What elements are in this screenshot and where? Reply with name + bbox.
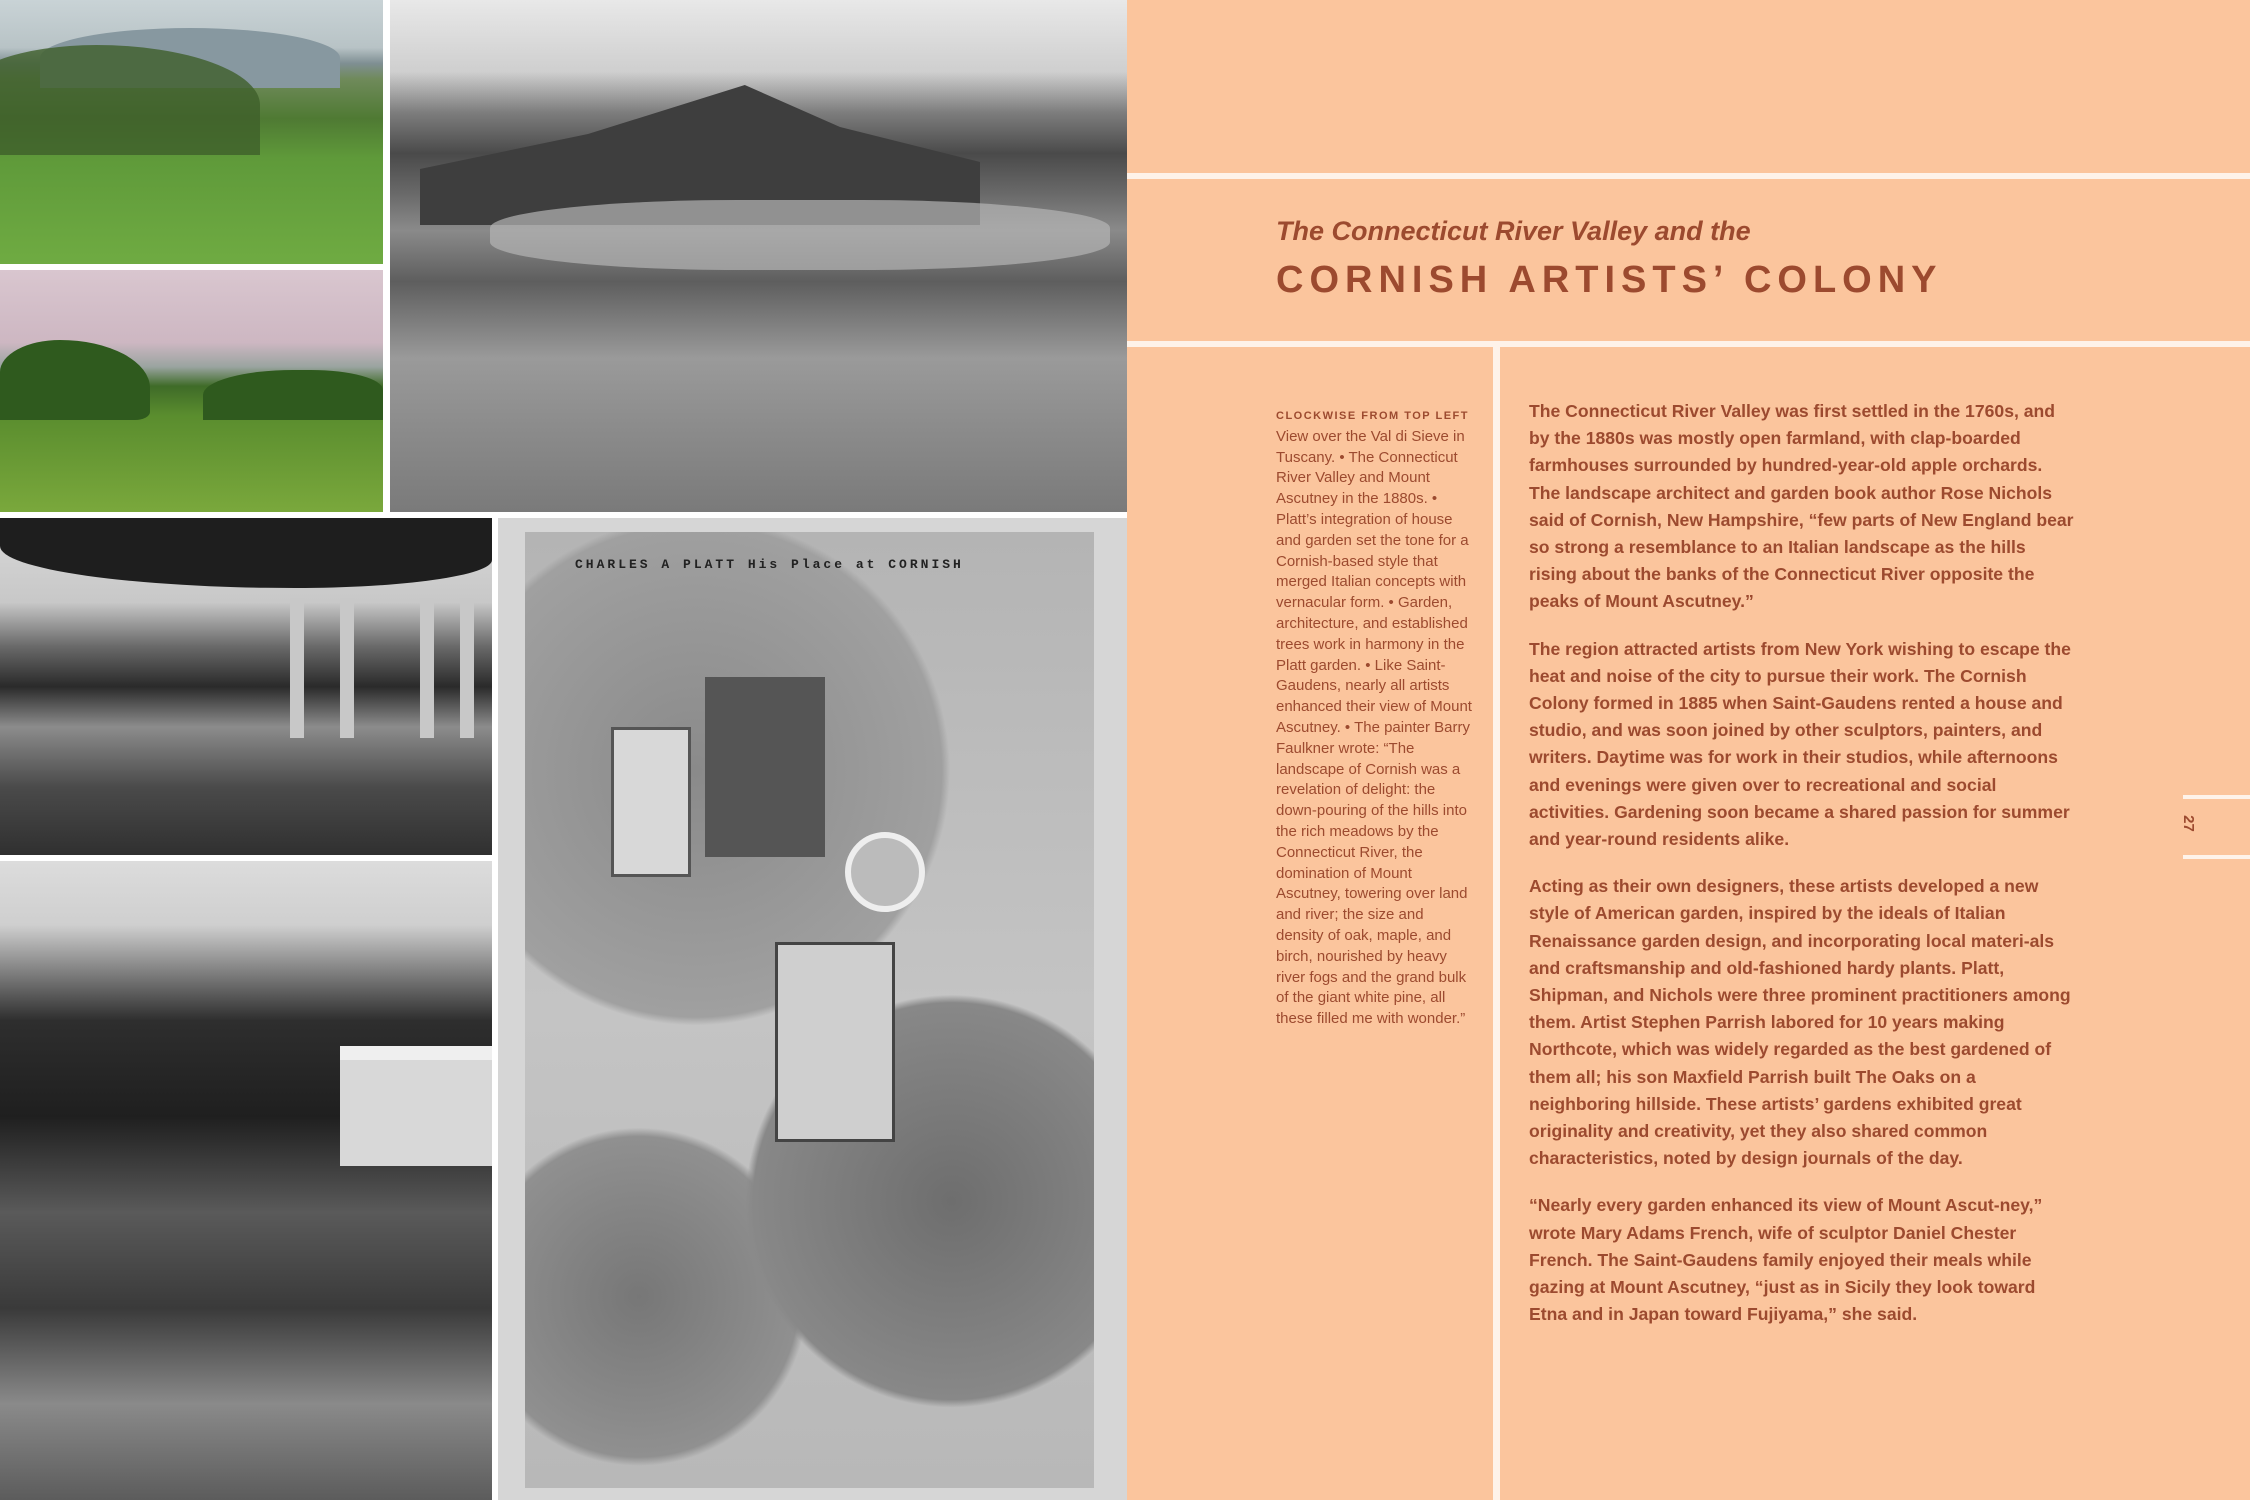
body-text	[1529, 398, 2077, 1349]
caption-lead: CLOCKWISE FROM TOP LEFT	[1276, 410, 1469, 422]
photo-platt-house-garden	[0, 518, 492, 855]
chapter-kicker: The Connecticut River Valley and the	[1276, 216, 1751, 246]
caption-text: View over the Val di Sieve in Tuscany. • The Connecticut River Valley and Mount Ascutney in the 1880s. • Platt’s integration of house and garden set the tone for a Cornish-based style that merged Italian concepts with vernacular form. • Garden, architecture, and established trees work in harmony in the Platt garden. • Like Saint-Gaudens, nearly all artists enhanced their view of Mount Ascutney. • The painter Barry Faulkner wrote: “The landscape of Cornish was a revelation of delight: the down-pouring of the hills into the rich meadows by the Connecticut River, the domination of Mount Ascutney, towering over land and river; the size and density of oak, maple, and birch, nourished by heavy river fogs and the grand bulk of the giant white pine, all these filled me with wonder.”	[1276, 427, 1472, 1028]
photo-caption	[1276, 405, 1474, 1030]
divider	[1127, 341, 2250, 347]
divider	[1127, 173, 2250, 179]
divider	[2183, 855, 2250, 859]
photo-platt-garden	[0, 861, 492, 1500]
divider	[2183, 795, 2250, 799]
photo-river-valley-1880s	[390, 0, 1127, 512]
page-number: 27	[2179, 815, 2197, 832]
photo-val-di-sieve	[0, 0, 383, 264]
paragraph: The Connecticut River Valley was first settled in the 1760s, and by the 1880s was mostly open farmland, with clap-boarded farmhouses surrounded by hundred-year-old apple orchards. The landscape architect and garden book author Rose Nichols said of Cornish, New Hampshire, “few parts of New England bear so strong a resemblance to an Italian landscape as the hills rising about the banks of the Connecticut River opposite the peaks of Mount Ascutney.”	[1529, 401, 2074, 612]
paragraph: The region attracted artists from New York wishing to escape the heat and noise of the city to pursue their work. The Cornish Colony formed in 1885 when Saint-Gaudens rented a house and studio, and was soon joined by other sculptors, painters, and writers. Daytime was for work in their studios, while afternoons and evenings were given over to recreational and social activities. Gardening soon became a shared passion for summer and year-round residents alike.	[1529, 638, 2071, 850]
photo-connecticut-river	[0, 270, 383, 512]
plan-inscription: CHARLES A PLATT His Place at CORNISH	[575, 557, 964, 572]
chapter-title: CORNISH ARTISTS’ COLONY	[1276, 259, 1943, 301]
paragraph: “Nearly every garden enhanced its view of Mount Ascut-ney,” wrote Mary Adams French, wife of sculptor Daniel Chester French. The Saint-Gaudens family enjoyed their meals while gazing at Mount Ascutney, “just as in Sicily they look toward Etna and in Japan toward Fujiyama,” she said.	[1529, 1195, 2043, 1325]
paragraph: Acting as their own designers, these artists developed a new style of American garden, inspired by the ideals of Italian Renaissance garden design, and incorporating local materi-als and craftsmanship and old-fashioned hardy plants. Platt, Shipman, and Nichols were three prominent practitioners among them. Artist Stephen Parrish labored for 10 years making Northcote, which was widely regarded as the best gardened of them all; his son Maxfield Parrish built The Oaks on a neighboring hillside. These artists’ gardens exhibited great originality and creativity, yet they also shared common characteristics, noted by design journals of the day.	[1529, 876, 2071, 1169]
divider	[1493, 344, 1500, 1500]
photo-garden-plan	[498, 518, 1127, 1500]
